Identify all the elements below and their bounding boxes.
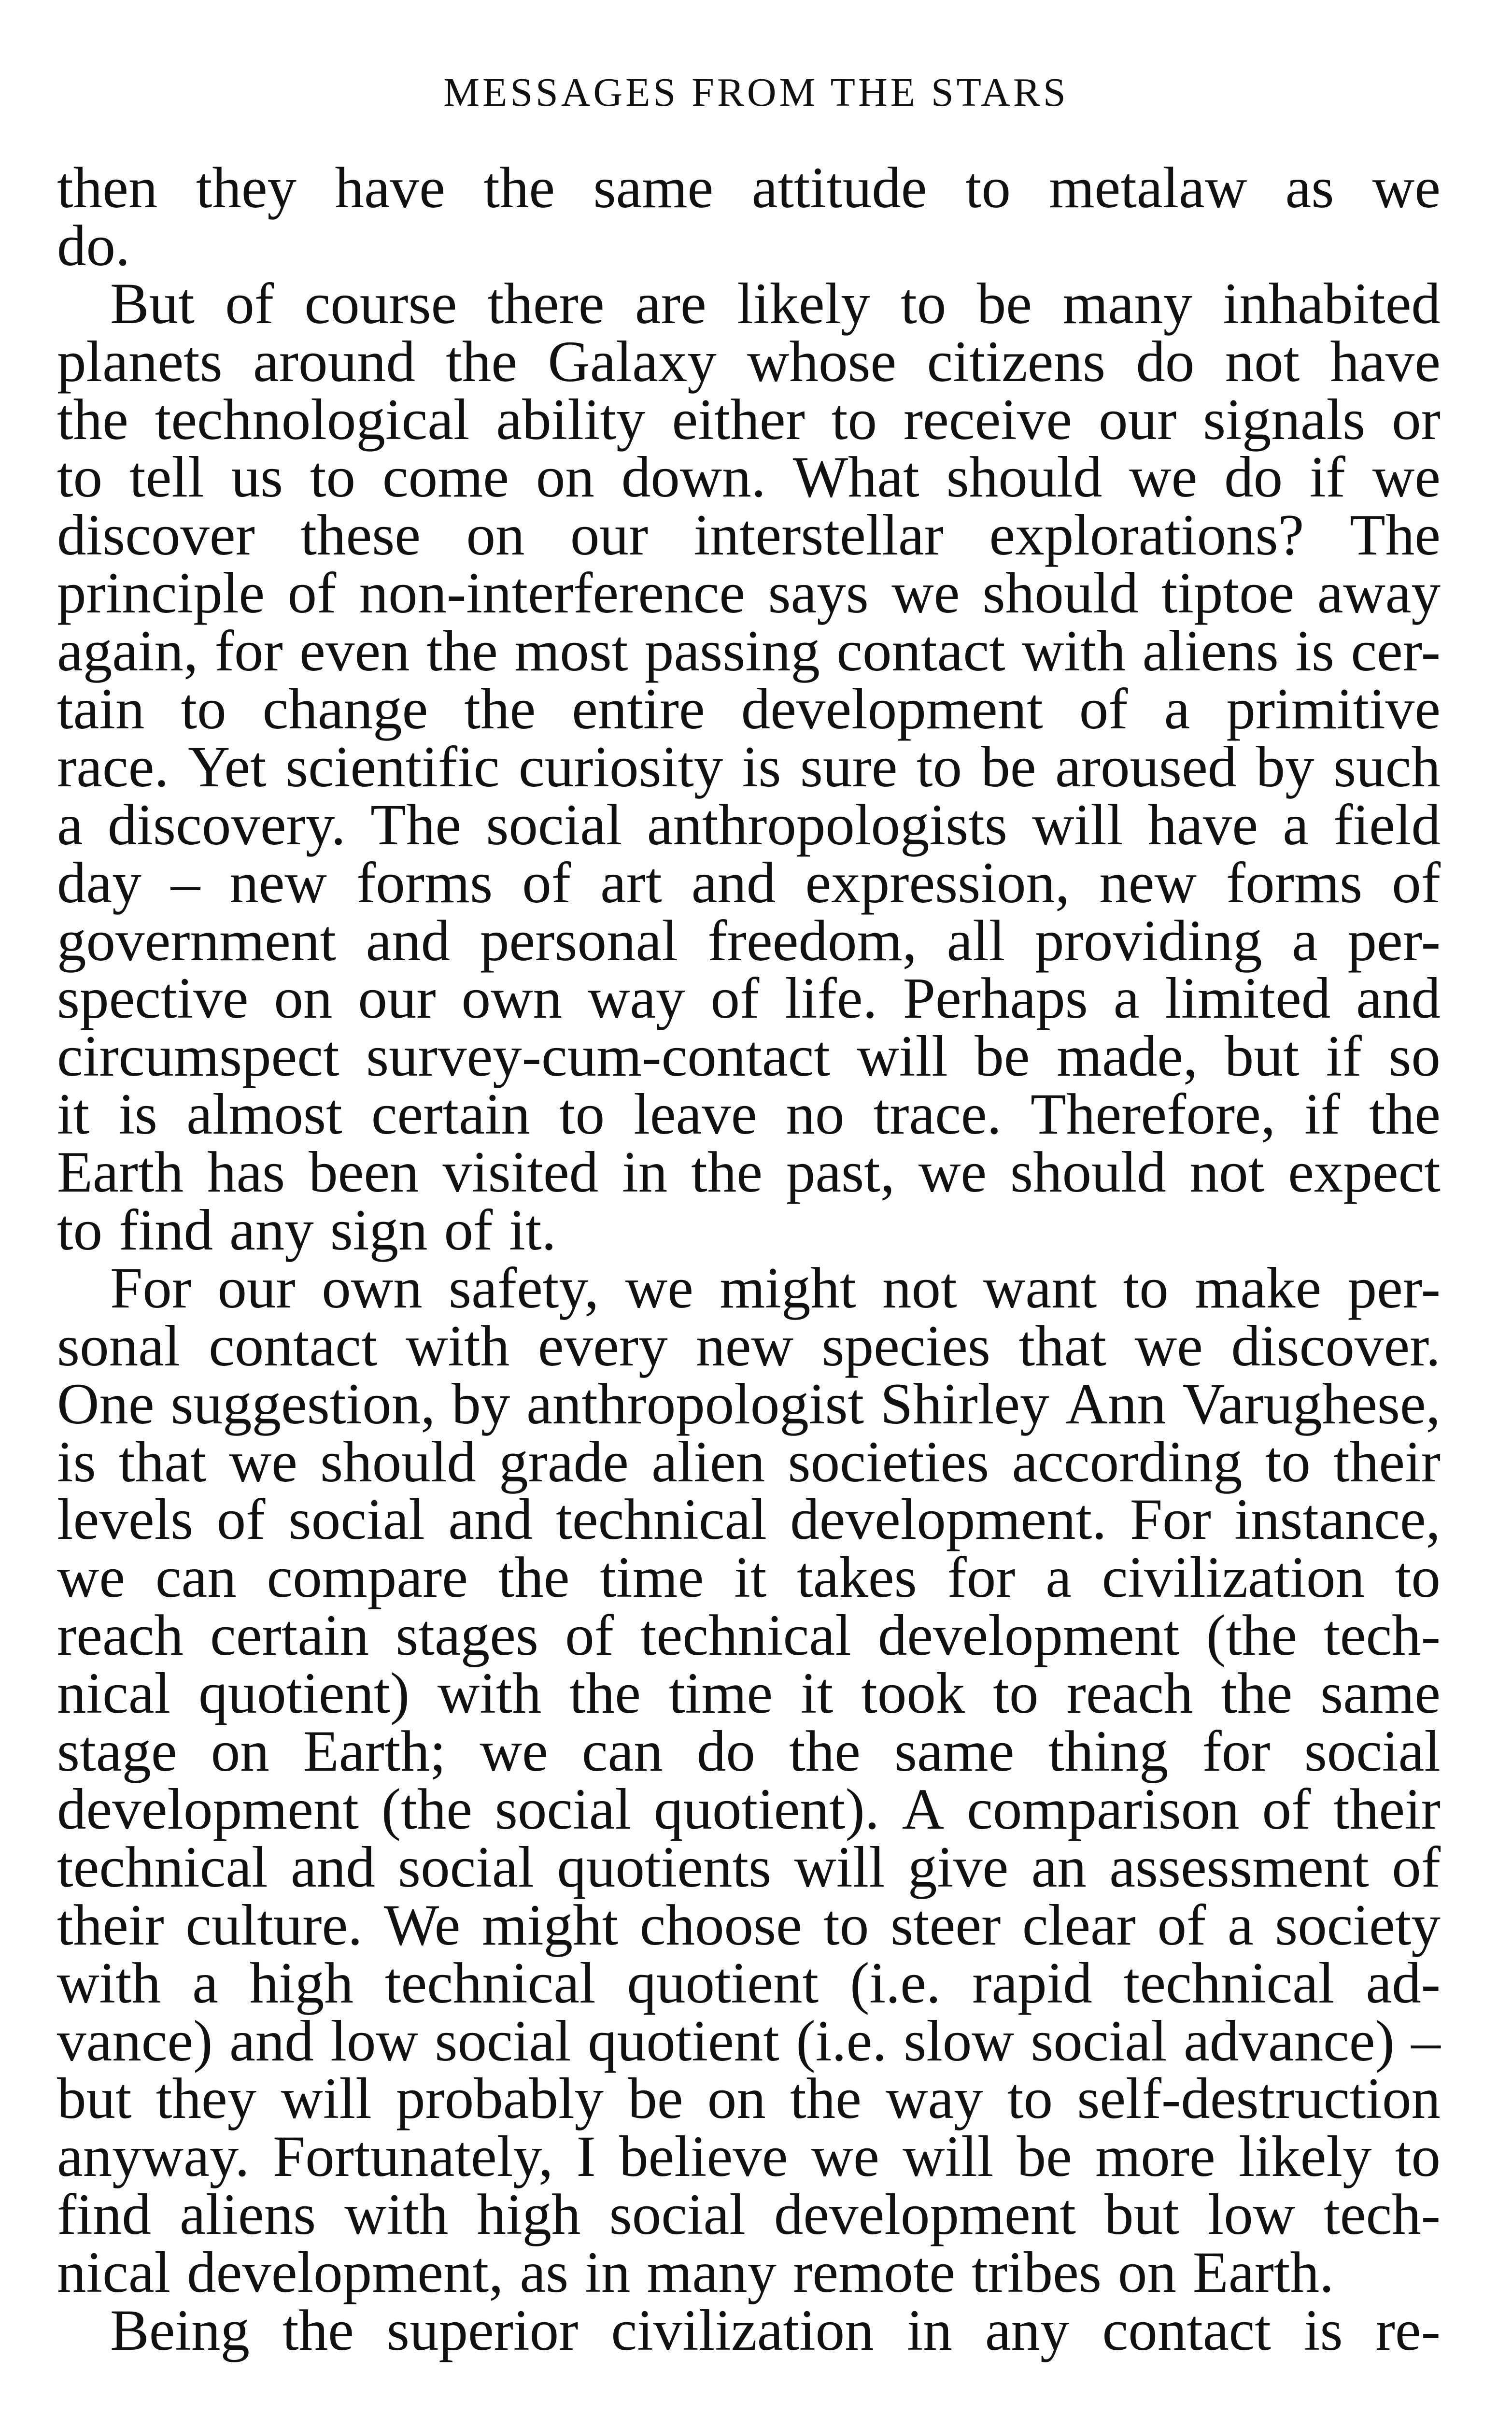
text-line: Earth has been visited in the past, we should not expect	[57, 1140, 1441, 1205]
text-line: technical and social quotients will give an assessment of	[57, 1834, 1441, 1900]
text-line: but they will probably be on the way to self-destruction	[57, 2066, 1441, 2131]
text-line: discover these on our interstellar explorations? The	[57, 503, 1441, 568]
text-line: nical development, as in many remote tribes on Earth.	[57, 2240, 1334, 2305]
text-line: it is almost certain to leave no trace. Therefore, if the	[57, 1082, 1441, 1147]
text-line: spective on our own way of life. Perhaps a limited and	[57, 966, 1441, 1031]
text-line: nical quotient) with the time it took to reach the same	[57, 1661, 1441, 1726]
body-text	[57, 156, 1441, 2363]
text-line: government and personal freedom, all providing a per-	[57, 908, 1441, 973]
text-line: planets around the Galaxy whose citizens do not have	[57, 329, 1441, 394]
text-line: anyway. Fortunately, I believe we will be more likely to	[57, 2124, 1441, 2189]
text-line: sonal contact with every new species that we discover.	[57, 1313, 1441, 1378]
text-line: For our own safety, we might not want to make per-	[110, 1255, 1441, 1321]
text-line: circumspect survey-cum-contact will be made, but if so	[57, 1024, 1441, 1089]
text-line: principle of non-interference says we should tiptoe away	[57, 561, 1441, 626]
text-line: do.	[57, 213, 130, 278]
text-line: One suggestion, by anthropologist Shirley Ann Varughese,	[57, 1371, 1441, 1436]
text-line: development (the social quotient). A comparison of their	[57, 1776, 1441, 1842]
text-line: a discovery. The social anthropologists will have a field	[57, 792, 1441, 857]
text-line: Being the superior civilization in any contact is re-	[110, 2298, 1441, 2363]
running-head: MESSAGES FROM THE STARS	[443, 70, 1069, 115]
text-line: then they have the same attitude to metalaw as we	[57, 156, 1441, 220]
text-line: levels of social and technical development. For instance,	[57, 1487, 1441, 1552]
text-line: with a high technical quotient (i.e. rapid technical ad-	[57, 1950, 1441, 2016]
text-line: the technological ability either to receive our signals or	[57, 387, 1441, 452]
text-line: to find any sign of it.	[57, 1198, 556, 1263]
text-line: is that we should grade alien societies according to their	[57, 1429, 1441, 1494]
text-line: again, for even the most passing contact with aliens is cer-	[57, 619, 1441, 684]
text-line: we can compare the time it takes for a civilization to	[57, 1545, 1441, 1610]
text-line: to tell us to come on down. What should we do if we	[57, 445, 1441, 510]
text-line: But of course there are likely to be many inhabited	[110, 271, 1441, 336]
text-line: reach certain stages of technical development (the tech-	[57, 1603, 1441, 1668]
text-line: their culture. We might choose to steer clear of a society	[57, 1892, 1441, 1958]
text-line: day – new forms of art and expression, new forms of	[57, 850, 1441, 915]
text-line: vance) and low social quotient (i.e. slow social advance) –	[57, 2008, 1441, 2074]
text-line: tain to change the entire development of a primitive	[57, 677, 1441, 742]
text-line: race. Yet scientific curiosity is sure to be aroused by such	[57, 734, 1441, 799]
text-line: stage on Earth; we can do the same thing for social	[57, 1719, 1441, 1784]
text-line: find aliens with high social development but low tech-	[57, 2182, 1441, 2247]
